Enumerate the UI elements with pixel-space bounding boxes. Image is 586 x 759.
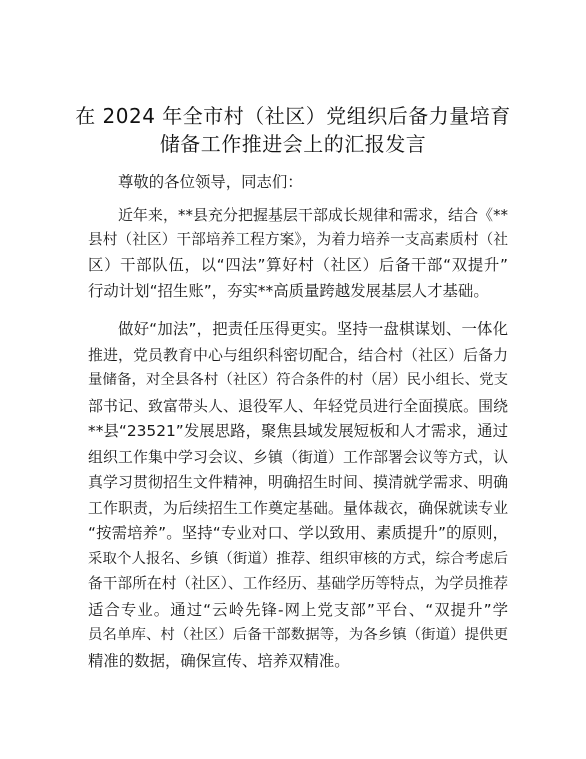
paragraph-2-line: 做好“加法”，把责任压得更实。坚持一盘棋谋划、一体化 [118, 320, 508, 338]
paragraph-1-line: 行动计划“招生账”，夯实**高质量跨越发展基层人才基础。 [88, 282, 489, 300]
paragraph-1-line: 区）干部队伍，以“四法”算好村（社区）后备干部“双提升” [88, 256, 508, 274]
paragraph-2-line: 员名单库、村（社区）后备干部数据等，为各乡镇（街道）提供更 [88, 627, 508, 643]
paragraph-2-line: 工作职责，为后续招生工作奠定基础。量体裁衣，确保就读专业 [88, 499, 508, 517]
paragraph-2-line: 组织工作集中学习会议、乡镇（街道）工作部署会议等方式，认 [88, 448, 508, 466]
paragraph-2-line: 采取个人报名、乡镇（街道）推荐、组织审核的方式，综合考虑后 [88, 551, 508, 567]
document-title-line-1: 在 2024 年全市村（社区）党组织后备力量培育 [75, 104, 511, 128]
paragraph-2-line: 真学习贯彻招生文件精神，明确招生时间、摸清就学需求、明确 [88, 473, 508, 491]
paragraph-1-line: 县村（社区）干部培养工程方案》，为着力培养一支高素质村（社 [88, 231, 508, 248]
paragraph-2-line: 部书记、致富带头人、退役军人、年轻党员进行全面摸底。围绕 [88, 397, 508, 415]
paragraph-2-line: “按需培养”。坚持“专业对口、学以致用、素质提升”的原则， [88, 524, 508, 542]
salutation: 尊敬的各位领导，同志们： [118, 173, 303, 191]
document-title-line-2: 储备工作推进会上的汇报发言 [159, 132, 427, 156]
paragraph-2-line: 推进，党员教育中心与组织科密切配合，结合村（社区）后备力 [88, 346, 508, 364]
paragraph-2-line: 量储备，对全县各村（社区）符合条件的村（居）民小组长、党支 [88, 372, 508, 388]
paragraph-2-line: 适合专业。通过“云岭先锋-网上党支部”平台、“双提升”学 [88, 601, 508, 619]
paragraph-2-line: 备干部所在村（社区）、工作经历、基础学历等特点，为学员推荐 [88, 575, 508, 592]
paragraph-1-line: 近年来，**县充分把握基层干部成长规律和需求，结合《** [118, 206, 508, 224]
paragraph-2-line: **县“23521”发展思路，聚焦县域发展短板和人才需求，通过 [88, 422, 508, 440]
paragraph-2-line: 精准的数据，确保宣传、培养双精准。 [88, 652, 350, 670]
